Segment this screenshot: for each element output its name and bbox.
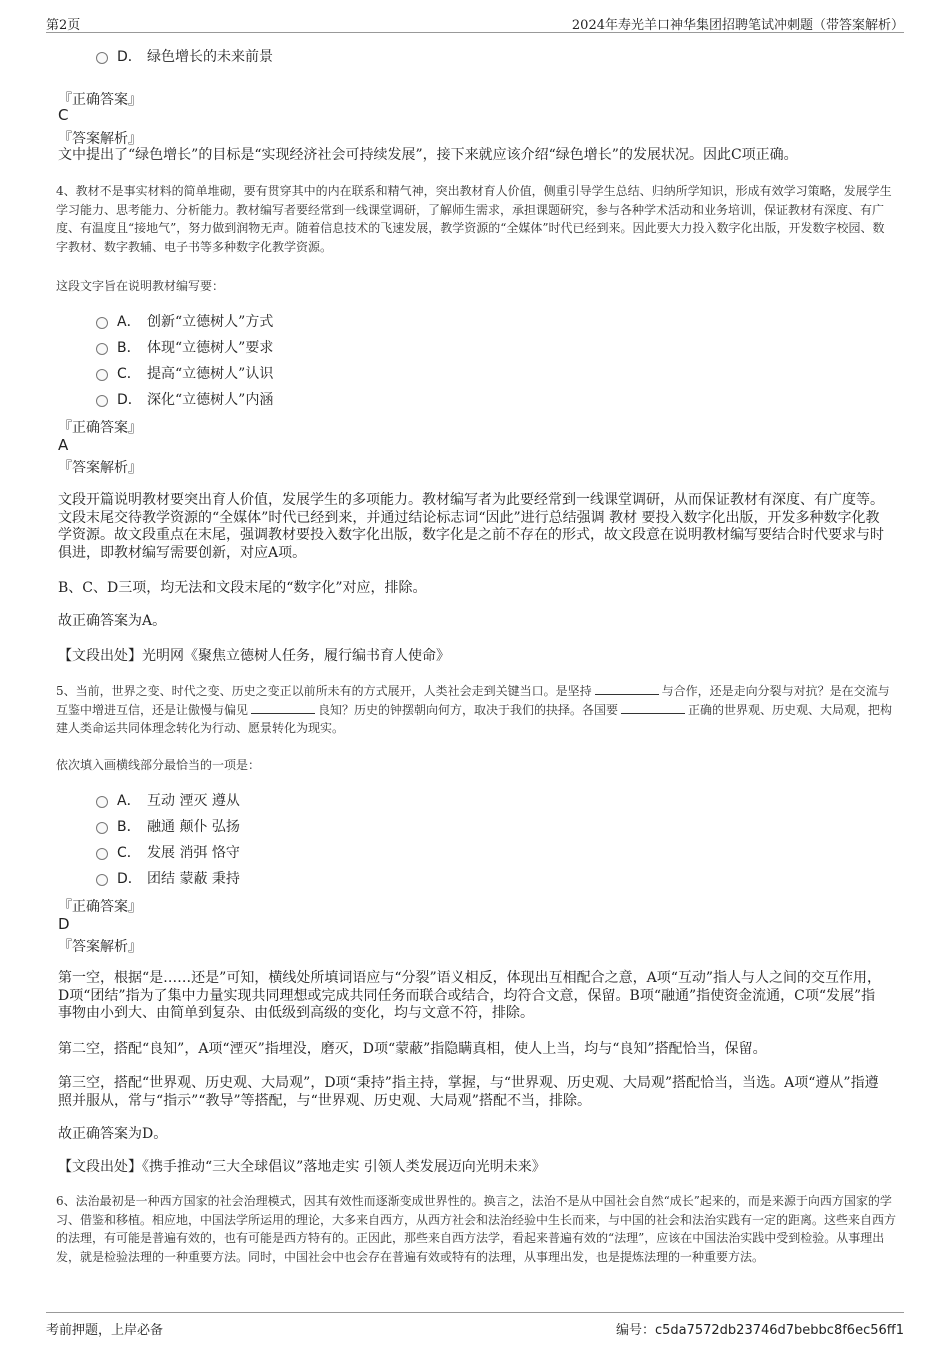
analysis-label: 『答案解析』	[58, 939, 142, 955]
question-prompt: 这段文字旨在说明教材编写要：	[56, 279, 225, 293]
document-title: 2024年寿光羊口神华集团招聘笔试冲刺题（带答案解析）	[571, 18, 904, 33]
radio-icon[interactable]	[96, 874, 108, 886]
page-number: 第2页	[46, 18, 81, 33]
option-d[interactable]: D． 深化“立德树人”内涵	[96, 389, 273, 409]
question-stem: 4、教材不是事实材料的简单堆砌，要有贯穿其中的内在联系和精气神，突出教材育人价值，侧重引导学生总结、归纳所学知识，形成有效学习策略，发展学生学习能力、思考能力、分析能力。教材编写者要经常到一线课堂调研，了解师生需求，承担课题研究，参与各种学术活动和业务培训，保证教材有深度、有广度、有温度且“接地气”，努力做到润物无声。随着信息技术的飞速发展，教学资源的“全媒体”时代已经到来。因此要大力投入数字化出版，开发数字校园、数字教材、数字教辅、电子书等多种数字化教学资源。	[56, 184, 892, 254]
analysis-text: 文中提出了“绿色增长”的目标是“实现经济社会可持续发展”，接下来就应该介绍“绿色增长”的发展状况。因此C项正确。	[58, 147, 798, 163]
option-b[interactable]: B． 融通 颠仆 弘扬	[96, 816, 240, 836]
page-footer	[46, 1312, 904, 1337]
document-code: 编号：c5da7572db23746d7bebbc8f6ec56ff1	[615, 1323, 904, 1338]
source-citation: 【文段出处】光明网《聚焦立德树人任务，履行编书育人使命》	[58, 648, 450, 664]
option-a[interactable]: A． 创新“立德树人”方式	[96, 311, 273, 331]
option-a[interactable]: A． 互动 湮灭 遵从	[96, 790, 240, 810]
analysis-paragraph: 故正确答案为A。	[58, 613, 167, 629]
answer-label: 『正确答案』	[58, 899, 142, 915]
analysis-label: 『答案解析』	[58, 131, 142, 147]
question-prompt: 依次填入画横线部分最恰当的一项是：	[56, 758, 261, 772]
fill-blank	[595, 683, 659, 695]
analysis-paragraph: B、C、D三项，均无法和文段末尾的“数字化”对应，排除。	[58, 580, 427, 596]
analysis-label: 『答案解析』	[58, 460, 142, 476]
analysis-paragraph: 第三空，搭配“世界观、历史观、大局观”，D项“秉持”指主持，掌握，与“世界观、历史观、大局观”搭配恰当，当选。A项“遵从”指遵照并服从，常与“指示”“教导”等搭配，与“世界观、历史观、大局观”搭配不当，排除。	[58, 1075, 879, 1109]
fill-blank	[251, 702, 315, 714]
radio-icon[interactable]	[96, 848, 108, 860]
fill-blank	[621, 702, 685, 714]
analysis-paragraph: 第一空，根据“是……还是”可知，横线处所填词语应与“分裂”语义相反，体现出互相配合之意，A项“互动”指人与人之间的交互作用，D项“团结”指为了集中力量实现共同理想或完成共同任务而联合或结合，均符合文意，保留。B项“融通”指使资金流通，C项“发展”指事物由小到大、由简单到复杂、由低级到高级的变化，均与文意不符，排除。	[58, 970, 882, 1021]
radio-icon[interactable]	[96, 369, 108, 381]
radio-icon[interactable]	[96, 822, 108, 834]
radio-icon[interactable]	[96, 317, 108, 329]
question-stem: 5、当前，世界之变、时代之变、历史之变正以前所未有的方式展开，人类社会走到关键当口。是坚持 与合作，还是走向分裂与对抗？是在交流与互鉴中增进互信，还是让傲慢与偏见 良知？历史的钟摆朝向何方，取决于我们的抉择。各国要 正确的世界观、历史观、大局观，把构建人类命运共同体理念转化为行动、愿景转化为现实。	[56, 684, 893, 735]
analysis-paragraph: 文段开篇说明教材要突出育人价值，发展学生的多项能力。教材编写者为此要经常到一线课堂调研，从而保证教材有深度、有广度等。文段末尾交待教学资源的“全媒体”时代已经到来，并通过结论标志词“因此”进行总结强调 教材 要投入数字化出版，开发多种数字化教学资源。故文段重点在末尾，强调教材要投入数字化出版，数字化是之前不存在的形式，故文段意在说明教材编写要结合时代要求与时俱进，即教材编写需要创新，对应A项。	[58, 492, 884, 561]
option-d[interactable]: D． 绿色增长的未来前景	[96, 46, 273, 66]
analysis-paragraph: 第二空，搭配“良知”，A项“湮灭”指埋没，磨灭，D项“蒙蔽”指隐瞒真相，使人上当，均与“良知”搭配恰当，保留。	[58, 1041, 767, 1057]
answer-value: D	[58, 915, 70, 933]
footer-note: 考前押题，上岸必备	[46, 1323, 164, 1338]
radio-icon[interactable]	[96, 343, 108, 355]
option-c[interactable]: C． 提高“立德树人”认识	[96, 363, 273, 383]
radio-icon[interactable]	[96, 395, 108, 407]
question-stem: 6、法治最初是一种西方国家的社会治理模式，因其有效性而逐渐变成世界性的。换言之，法治不是从中国社会自然“成长”起来的，而是来源于向西方国家的学习、借鉴和移植。相应地，中国法学所运用的理论，大多来自西方，从西方社会和法治经验中生长而来，与中国的社会和法治实践有一定的距离。这些来自西方的法理，有可能是普遍有效的，也有可能是西方特有的。正因此，那些来自西方法学，看起来普遍有效的“法理”，应该在中国法治实践中受到检验。从事理出发，就是检验法理的一种重要方法。同时，中国社会中也会存在普遍有效或特有的法理，从事理出发，也是提炼法理的一种重要方法。	[56, 1194, 897, 1264]
answer-value: C	[58, 106, 69, 124]
radio-icon[interactable]	[96, 796, 108, 808]
radio-icon[interactable]	[96, 52, 108, 64]
source-citation: 【文段出处】《携手推动“三大全球倡议”落地走实 引领人类发展迈向光明未来》	[58, 1159, 546, 1175]
option-d[interactable]: D． 团结 蒙蔽 秉持	[96, 868, 240, 888]
answer-value: A	[58, 436, 69, 454]
answer-label: 『正确答案』	[58, 92, 142, 108]
answer-label: 『正确答案』	[58, 420, 142, 436]
page-header	[46, 10, 904, 33]
option-c[interactable]: C． 发展 消弭 恪守	[96, 842, 240, 862]
option-b[interactable]: B． 体现“立德树人”要求	[96, 337, 273, 357]
analysis-paragraph: 故正确答案为D。	[58, 1126, 168, 1142]
